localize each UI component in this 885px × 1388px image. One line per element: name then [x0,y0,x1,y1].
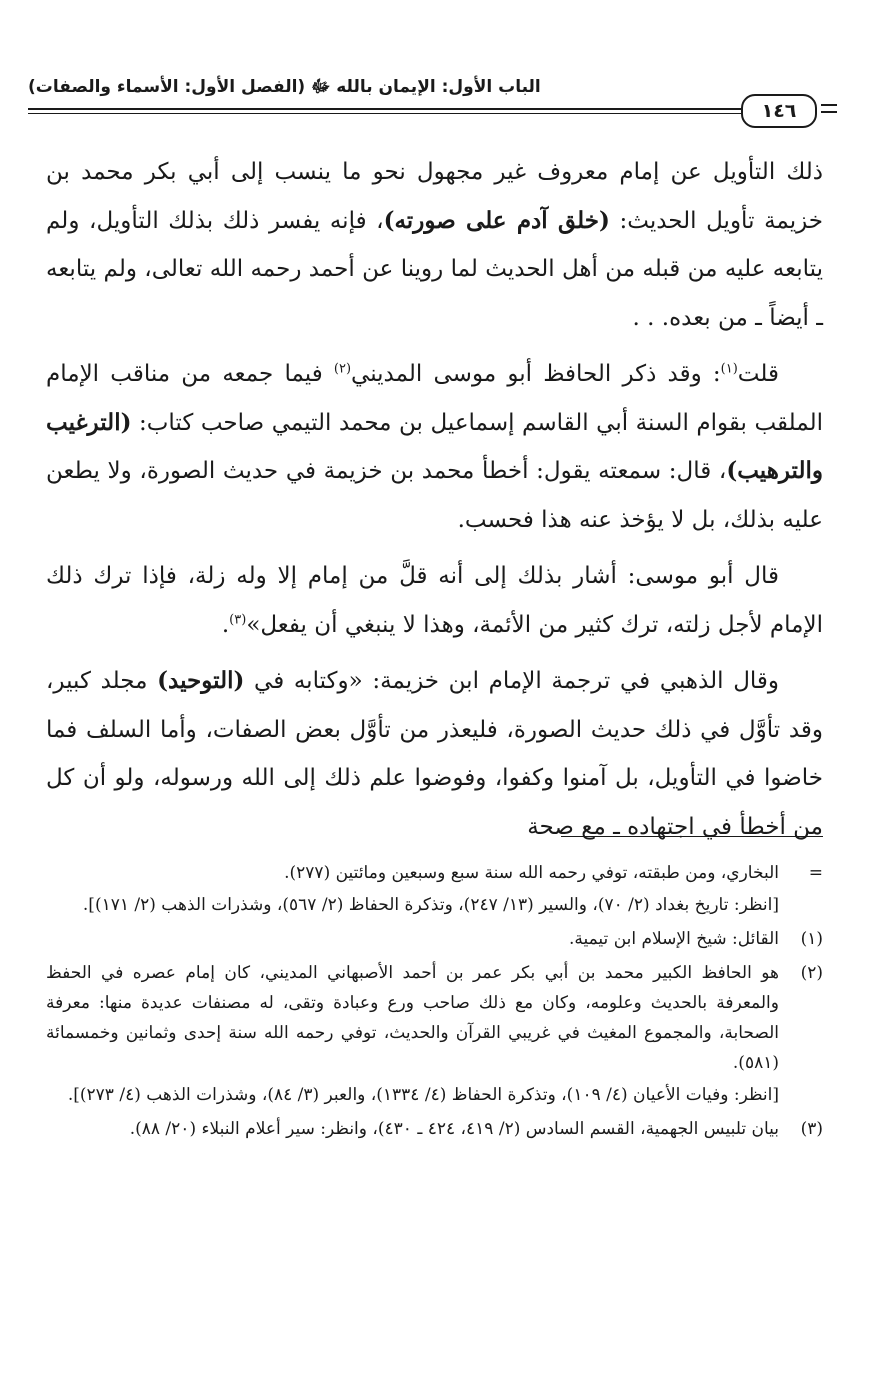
header-rule-thin [28,113,741,114]
footnotes [46,858,823,1148]
running-header [28,72,837,122]
page-number-text: ١٤٦ [761,100,797,122]
paragraph-1 [46,148,823,342]
paragraph-3 [46,552,823,649]
running-title: الباب الأول: الإيمان بالله ﷻ (الفصل الأول: الأسماء والصفات) [28,77,541,97]
text-run: قلت [737,361,779,387]
footnote-3 [46,1114,823,1144]
text-run: ، فإنه يفسر ذلك بذلك التأويل، ولم يتابعه عليه من قبله من أهل الحديث لما روينا عن أحمد رحمه الله تعالى، ولم يتابعه ـ أيضاً ـ من بعده. . . [46,207,823,331]
footnote-separator [561,836,823,837]
footnote-2 [46,958,823,1110]
footnote-line: البخاري، ومن طبقته، توفي رحمه الله سنة سبع وسبعين ومائتين (٢٧٧). [284,863,779,883]
footnote-1 [46,924,823,954]
footnote-ref-2[interactable]: (٢) [333,361,352,377]
footnote-line: بيان تلبيس الجهمية، القسم السادس (٢/ ٤١٩، ٤٢٤ ـ ٤٣٠)، وانظر: سير أعلام النبلاء (٢٠/ ٨٨). [129,1119,779,1139]
text-run: مجلد كبير، وقد تأوَّل في ذلك حديث الصورة، فليعذر من تأوَّل بعض الصفات، وأما السلف فما خاضوا في التأويل، بل آمنوا وكفوا، وفوضوا علم ذلك إلى الله ورسوله، ولو أن كل من أخطأ في اجتهاده ـ مع صحة [46,668,823,840]
footnote-marker: (٣) [800,1119,823,1139]
paragraph-2 [46,350,823,544]
footnote-ref-3[interactable]: (٣) [229,611,247,627]
text-run: . [221,611,230,638]
text-run: ، قال: سمعته يقول: أخطأ محمد بن خزيمة في حديث الصورة، ولا يطعن عليه بذلك، بل لا يؤخذ عنه هذا فحسب. [46,458,823,533]
footnote-marker: (٢) [800,963,823,983]
main-text [46,148,823,851]
text-run: ذلك التأويل عن إمام معروف غير مجهول نحو ما ينسب إلى أبي بكر محمد بن خزيمة تأويل الحديث: [46,159,824,234]
text-run: قال أبو موسى: أشار بذلك إلى أنه قلَّ من إمام إلا وله زلة، فإذا ترك ذلك الإمام لأجل زلته، ترك كثير من الأئمة، وهذا لا ينبغي أن يفعل» [46,563,823,638]
text-run: : وقد ذكر الحافظ أبو موسى المديني [351,361,721,387]
footnote-marker: (١) [800,929,823,949]
text-run: فيما جمعه من مناقب الإمام الملقب بقوام السنة أبي القاسم إسماعيل بن محمد التيمي صاحب كتاب: [46,361,823,436]
bold-book-title: (الترغيب والترهيب) [46,408,823,484]
footnote-line: [انظر: وفيات الأعيان (٤/ ١٠٩)، وتذكرة الحفاظ (٤/ ١٣٣٤)، والعبر (٣/ ٨٤)، وشذرات الذهب (٤/ ٢٧٣)]. [67,1085,779,1105]
header-rule [28,108,741,110]
bold-book-title: (التوحيد) [157,667,245,694]
footnote-body [46,958,779,1110]
footnote-body [46,858,779,920]
footnote-line: هو الحافظ الكبير محمد بن أبي بكر عمر بن أحمد الأصبهاني المديني، كان إمام عصره في الحفظ والمعرفة بالحديث وعلومه، وكان مع ذلك صاحب ورع وعبادة وتقى، له مصنفات عديدة منها: معرفة الصحابة، والمجموع المغيث في غريبي القرآن والحديث، توفي رحمه الله سنة إحدى وثمانين وخمسمائة (٥٨١). [46,963,779,1073]
footnote-marker: = [808,863,823,883]
footnote-body [46,924,779,954]
footnote-continuation [46,858,823,920]
page-number [741,94,817,128]
bold-hadith-title: (خلق آدم على صورته) [383,206,610,234]
page-number-dash [821,104,837,106]
footnote-ref-1[interactable]: (١) [720,361,738,377]
page-number-dash-lower [821,111,837,113]
footnote-line: القائل: شيخ الإسلام ابن تيمية. [568,929,779,949]
paragraph-4 [46,657,823,851]
footnote-body [46,1114,779,1144]
text-run: وقال الذهبي في ترجمة الإمام ابن خزيمة: «وكتابه في [244,668,780,694]
footnote-line: [انظر: تاريخ بغداد (٢/ ٧٠)، والسير (١٣/ ٢٤٧)، وتذكرة الحفاظ (٢/ ٥٦٧)، وشذرات الذهب (٢/ ١٧١)]. [82,895,779,915]
